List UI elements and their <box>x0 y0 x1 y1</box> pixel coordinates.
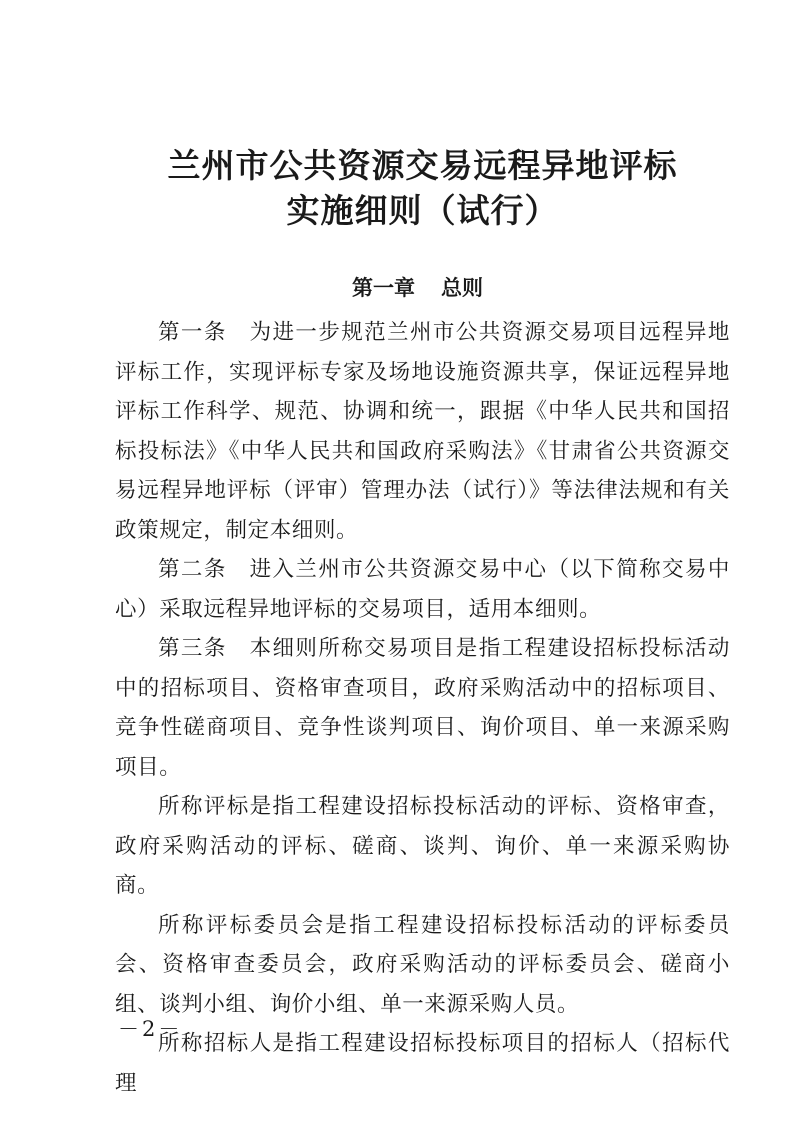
definition-paragraph <box>115 906 730 1025</box>
article-3-paragraph <box>115 629 730 787</box>
paragraph-text: 所称评标委员会是指工程建设招标投标活动的评标委员会、资格审查委员会，政府采购活动的评标委员会、磋商小组、谈判小组、询价小组、单一来源采购人员。 <box>115 912 730 1017</box>
paragraph-text: 所称评标是指工程建设招标投标活动的评标、资格审查，政府采购活动的评标、磋商、谈判、询价、单一来源采购协商。 <box>115 794 730 898</box>
definition-paragraph <box>115 1024 730 1103</box>
paragraph-text: 所称招标人是指工程建设招标投标项目的招标人（招标代理 <box>115 1031 730 1096</box>
chapter-heading <box>0 272 793 302</box>
article-1-paragraph <box>115 313 730 550</box>
article-label: 第二条 <box>158 557 227 582</box>
chapter-number: 第一章 <box>352 276 415 300</box>
article-label: 第一条 <box>158 320 227 345</box>
page-number: －2－ <box>118 1017 183 1041</box>
definition-paragraph <box>115 787 730 906</box>
document-title-line-1: 兰州市公共资源交易远程异地评标 <box>167 146 678 185</box>
article-2-paragraph <box>115 550 730 629</box>
article-label: 第三条 <box>158 636 227 661</box>
paragraph-text: 进入兰州市公共资源交易中心（以下简称交易中心）采取远程异地评标的交易项目，适用本细则。 <box>115 557 730 622</box>
chapter-name: 总则 <box>441 276 483 300</box>
paragraph-text: 本细则所称交易项目是指工程建设招标投标活动中的招标项目、资格审查项目，政府采购活动中的招标项目、竞争性磋商项目、竞争性谈判项目、询价项目、单一来源采购项目。 <box>115 636 730 780</box>
document-title-line-2: 实施细则（试行） <box>286 191 559 230</box>
paragraph-text: 为进一步规范兰州市公共资源交易项目远程异地评标工作，实现评标专家及场地设施资源共享，保证远程异地评标工作科学、规范、协调和统一，跟据《中华人民共和国招标投标法》《中华人民共和国政府采购法》《甘肃省公共资源交易远程异地评标（评审）管理办法（试行）》等法律法规和有关政策规定，制定本细则。 <box>115 320 730 543</box>
document-body <box>115 313 730 1103</box>
